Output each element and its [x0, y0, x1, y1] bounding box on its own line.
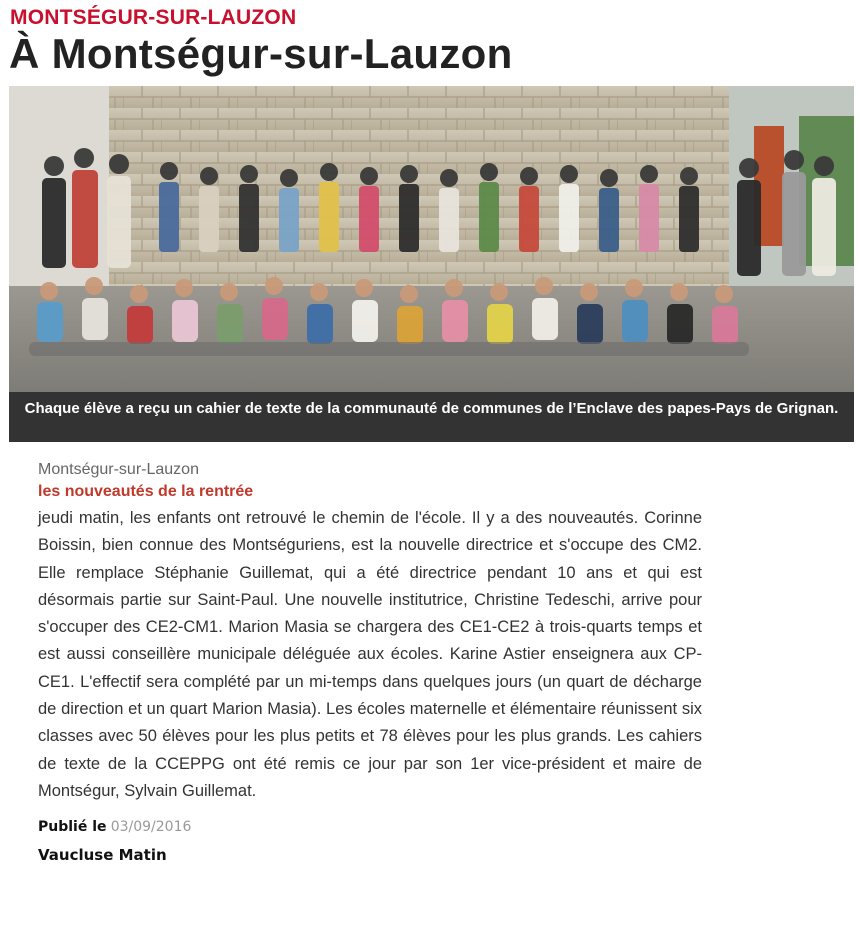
article-place: Montségur-sur-Lauzon	[38, 461, 199, 478]
article-headline: À Montségur-sur-Lauzon	[9, 30, 513, 77]
section-kicker: MONTSÉGUR-SUR-LAUZON	[10, 6, 297, 29]
group-photo[interactable]	[9, 86, 854, 392]
photo-caption: Chaque élève a reçu un cahier de texte de la communauté de communes de l’Enclave des papes-Pays de Grignan.	[9, 392, 854, 442]
article-text: jeudi matin, les enfants ont retrouvé le chemin de l'école. Il y a des nouveautés. Corinne Boissin, bien connue des Montséguriens, est la nouvelle directrice et s'occupe des CM2. Elle remplace Stéphanie Guillemat, qui a été directrice pendant 10 ans et qui est désormais partie sur Saint-Paul. Une nouvelle institutrice, Christine Tedeschi, arrive pour s'occuper des CE2-CM1. Marion Masia se chargera des CE1-CE2 à trois-quarts temps et est aussi conseillère municipale déléguée aux écoles. Karine Astier enseignera aux CP-CE1. L'effectif sera complété par un mi-temps dans quelques jours (un quart de décharge de direction et un quart Marion Masia). Les écoles maternelle et élémentaire réunissent six classes avec 50 élèves pour les plus petits et 78 élèves pour les plus grands. Les cahiers de texte de la CCEPPG ont été remis ce jour par son 1er vice-président et maire de Montségur, Sylvain Guillemat.	[38, 509, 702, 800]
published-line	[38, 817, 702, 837]
article-subtitle: les nouveautés de la rentrée	[38, 483, 254, 500]
group-photo-illustration	[9, 86, 854, 392]
article-source: Vaucluse Matin	[38, 846, 167, 865]
published-label: Publié le	[38, 819, 107, 836]
article-body	[38, 460, 702, 864]
published-date: 03/09/2016	[110, 819, 192, 836]
